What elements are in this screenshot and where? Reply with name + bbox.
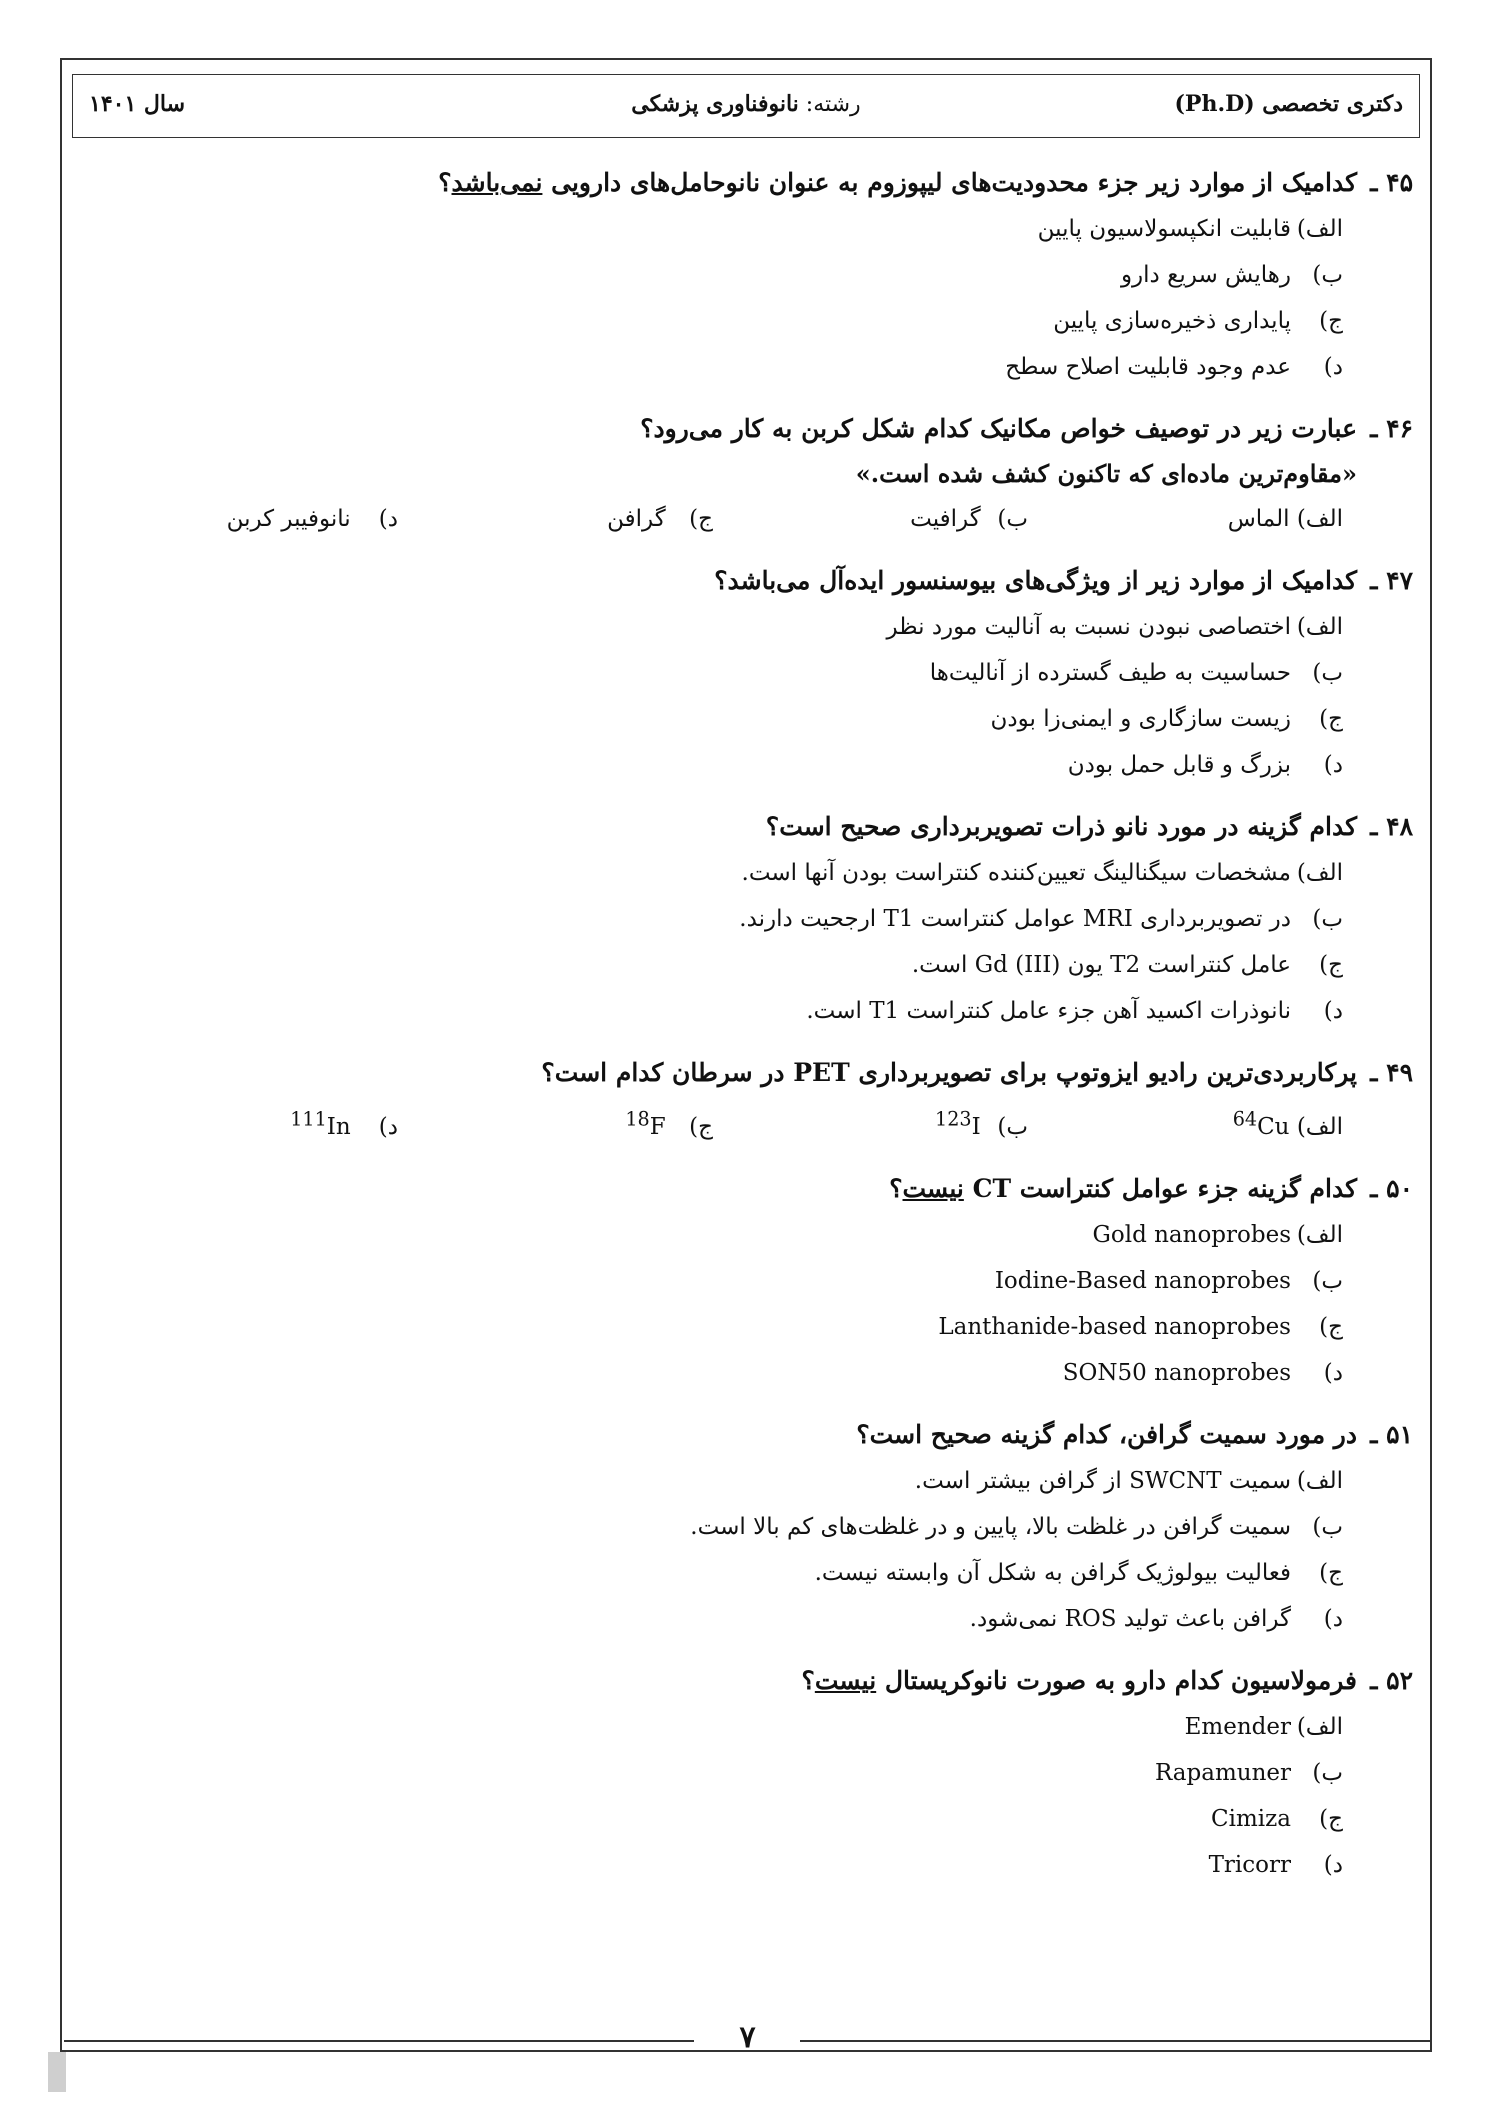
option-c: ج) $^{18}$F xyxy=(625,1107,713,1140)
option-c: ج)فعالیت بیولوژیک گرافن به شکل آن وابسته نیست. xyxy=(814,1559,1343,1586)
question-50 xyxy=(83,1166,1413,1396)
option-d: د) نانوفیبر کربن xyxy=(226,506,398,532)
question-text: ۴۹ ـپرکاربردی‌ترین رادیو ایزوتوپ برای تصویربرداری PET در سرطان کدام است؟ xyxy=(83,1050,1413,1096)
underlined-word: نیست xyxy=(814,1665,877,1695)
option-c: ج)زیست سازگاری و ایمنی‌زا بودن xyxy=(990,706,1343,732)
option-a: الف) $^{64}$Cu xyxy=(1232,1107,1343,1140)
option-a: الف)قابلیت انکپسولاسیون پایین xyxy=(1037,216,1343,242)
question-text: ۴۵ ـکدامیک از موارد زیر جزء محدودیت‌های لیپوزوم به عنوان نانوحامل‌های دارویی نمی‌باشد؟ xyxy=(83,160,1413,206)
field-value: نانوفناوری پزشکی xyxy=(631,91,799,117)
question-text: ۴۷ ـکدامیک از موارد زیر از ویژگی‌های بیوسنسور ایده‌آل می‌باشد؟ xyxy=(83,558,1413,604)
option-c: ج)Lanthanide-based nanoprobes xyxy=(938,1313,1343,1340)
option-d: د)عدم وجود قابلیت اصلاح سطح xyxy=(1005,354,1343,380)
question-45 xyxy=(83,160,1413,390)
question-number: ۴۷ ـ xyxy=(1370,566,1413,595)
inline-options xyxy=(83,1096,1413,1150)
option-d: د)SON50 nanoprobes xyxy=(1062,1359,1343,1386)
footer-rule-left xyxy=(64,2040,694,2042)
option-c: ج)پایداری ذخیره‌سازی پایین xyxy=(1053,308,1343,334)
question-46 xyxy=(83,406,1413,542)
option-b: ب) $^{123}$I xyxy=(935,1107,1028,1140)
option-a: الف)Emender xyxy=(1184,1713,1343,1740)
underlined-word: نمی‌باشد xyxy=(451,168,543,197)
option-b: ب)سمیت گرافن در غلظت بالا، پایین و در غلظت‌های کم بالا است. xyxy=(690,1513,1343,1540)
question-text: ۵۱ ـدر مورد سمیت گرافن، کدام گزینه صحیح است؟ xyxy=(83,1412,1413,1458)
question-quote: «مقاوم‌ترین ماده‌ای که تاکنون کشف شده است.» xyxy=(855,459,1357,488)
option-a: الف)سمیت SWCNT از گرافن بیشتر است. xyxy=(914,1467,1343,1494)
degree-title: دکتری تخصصی (Ph.D) xyxy=(1174,91,1403,117)
option-d: د)Tricorr xyxy=(1208,1851,1343,1878)
option-a: الف)مشخصات سیگنالینگ تعیین‌کننده کنتراست بودن آنها است. xyxy=(741,860,1343,886)
option-b: ب)رهایش سریع دارو xyxy=(1120,262,1343,288)
option-b: ب)Iodine-Based nanoprobes xyxy=(994,1267,1343,1294)
exam-year: سال ۱۴۰۱ xyxy=(89,91,186,117)
question-text: ۵۰ ـکدام گزینه جزء عوامل کنتراست CT نیست؟ xyxy=(83,1166,1413,1212)
option-b: ب) گرافیت xyxy=(910,506,1028,532)
question-48 xyxy=(83,804,1413,1034)
question-49 xyxy=(83,1050,1413,1150)
option-a: الف)Gold nanoprobes xyxy=(1092,1221,1343,1248)
page-number: ۷ xyxy=(739,2020,756,2055)
question-number: ۴۸ ـ xyxy=(1370,812,1413,841)
question-47 xyxy=(83,558,1413,788)
option-d: د)گرافن باعث تولید ROS نمی‌شود. xyxy=(969,1605,1343,1632)
question-number: ۴۶ ـ xyxy=(1370,414,1413,443)
question-number: ۴۵ ـ xyxy=(1370,168,1413,197)
page-footer xyxy=(0,2020,1491,2060)
question-51 xyxy=(83,1412,1413,1642)
option-c: ج)عامل کنتراست T2 یون Gd (III) است. xyxy=(911,952,1343,978)
scan-artifact xyxy=(48,2052,66,2092)
option-c: ج) گرافن xyxy=(607,506,713,532)
option-b: ب)حساسیت به طیف گسترده از آنالیت‌ها xyxy=(929,660,1343,686)
footer-rule-right xyxy=(800,2040,1432,2042)
field-label: رشته: xyxy=(805,92,861,117)
question-52 xyxy=(83,1658,1413,1888)
option-c: ج)Cimiza xyxy=(1211,1805,1343,1832)
question-number: ۴۹ ـ xyxy=(1370,1058,1413,1087)
question-text: ۴۶ ـعبارت زیر در توصیف خواص مکانیک کدام شکل کربن به کار می‌رود؟ xyxy=(83,406,1413,452)
option-b: ب)Rapamuner xyxy=(1154,1759,1343,1786)
question-text: ۴۸ ـکدام گزینه در مورد نانو ذرات تصویربرداری صحیح است؟ xyxy=(83,804,1413,850)
question-text: ۵۲ ـفرمولاسیون کدام دارو به صورت نانوکریستال نیست؟ xyxy=(83,1658,1413,1704)
option-a: الف) الماس xyxy=(1227,506,1343,532)
question-number: ۵۰ ـ xyxy=(1370,1173,1413,1203)
question-number: ۵۲ ـ xyxy=(1370,1665,1413,1695)
page-header xyxy=(72,74,1420,138)
option-b: ب)در تصویربرداری MRI عوامل کنتراست T1 ارجحیت دارند. xyxy=(739,906,1343,932)
question-number: ۵۱ ـ xyxy=(1370,1419,1413,1449)
option-d: د)نانوذرات اکسید آهن جزء عامل کنتراست T1 است. xyxy=(806,998,1343,1024)
option-a: الف)اختصاصی نبودن نسبت به آنالیت مورد نظر xyxy=(886,614,1343,640)
underlined-word: نیست xyxy=(902,1173,964,1203)
option-d: د) $^{111}$In xyxy=(290,1107,398,1140)
inline-options xyxy=(83,496,1413,542)
option-d: د)بزرگ و قابل حمل بودن xyxy=(1067,752,1343,778)
question-list xyxy=(83,160,1413,1904)
